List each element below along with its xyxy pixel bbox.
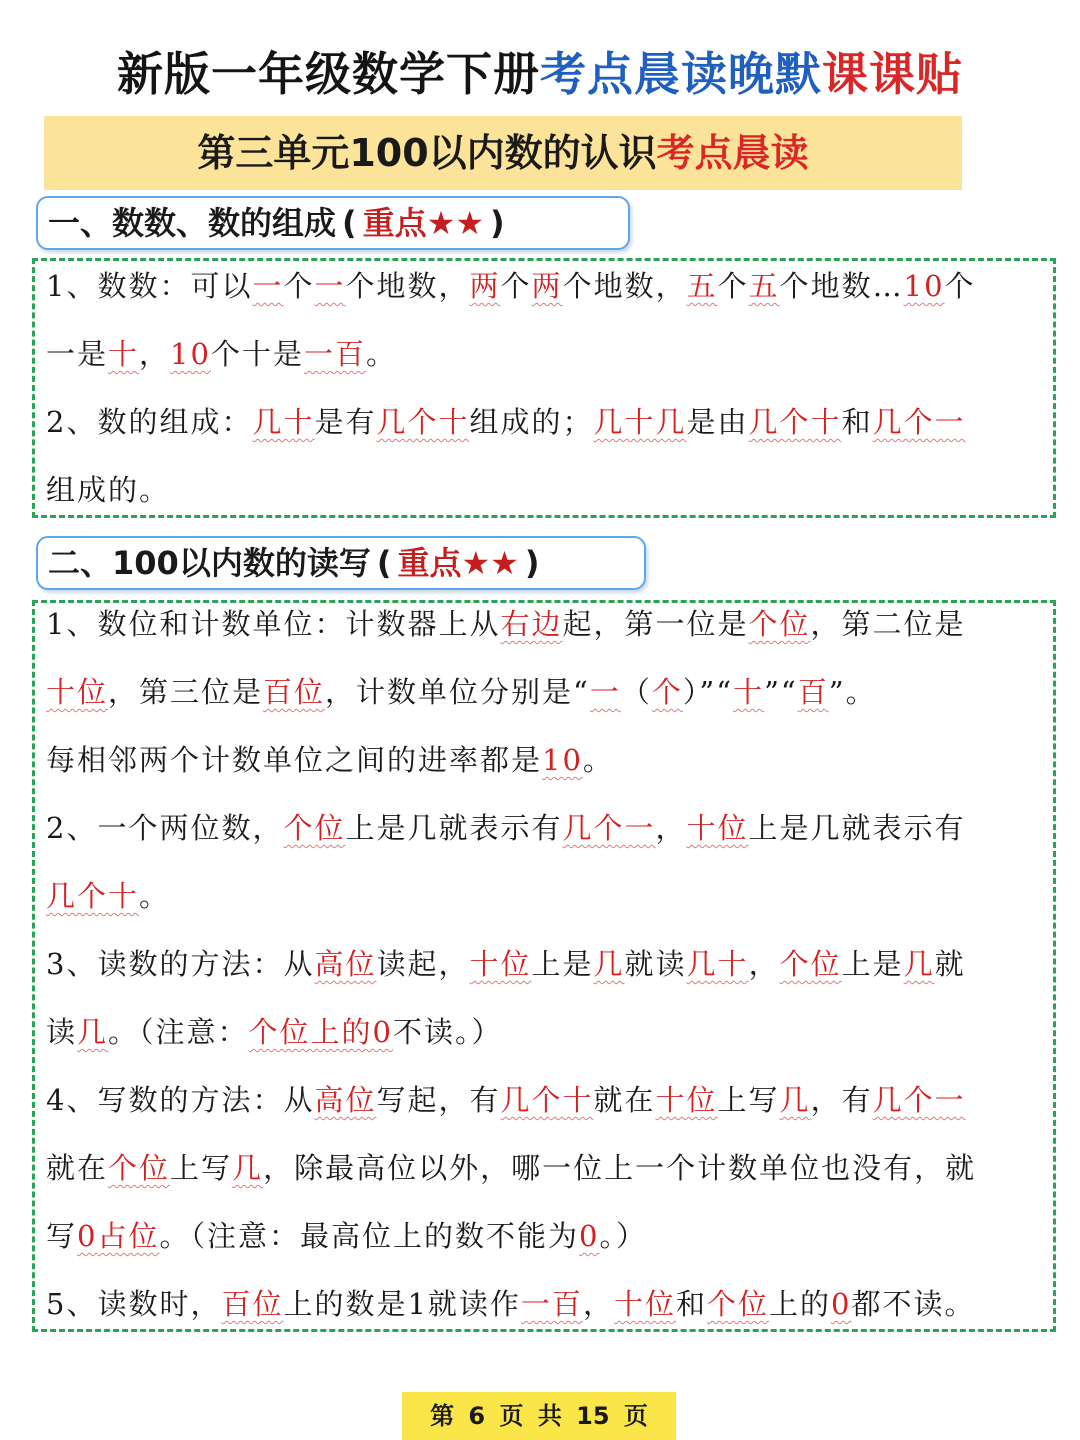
key-term: 两 (469, 269, 501, 303)
section-1-paren-open: ( (342, 204, 357, 242)
key-term: 几个一 (872, 405, 966, 439)
page-title (0, 38, 1080, 104)
key-term: 几 (77, 1015, 109, 1049)
key-term: 几 (779, 1083, 811, 1117)
section-1-line (46, 402, 966, 442)
body-text: 不读。） (393, 1015, 503, 1049)
title-part-2: 考点晨读晚默 (540, 47, 822, 101)
body-text: 是由 (686, 405, 749, 439)
key-term: 十位 (613, 1287, 676, 1321)
key-term: 百位 (263, 675, 326, 709)
key-term: 几个十 (500, 1083, 594, 1117)
section-2-line (46, 1284, 975, 1324)
body-text: 写起，有 (376, 1083, 501, 1117)
body-text: 读起， (376, 947, 470, 981)
key-term: 右边 (500, 607, 563, 641)
key-term: 高位 (314, 947, 377, 981)
key-term: 个位 (283, 811, 346, 845)
body-text: 3、读数的方法：从 (46, 947, 315, 981)
body-text: 1、数数：可以 (46, 269, 253, 303)
body-text: 就 (934, 947, 966, 981)
key-term: 几个十 (748, 405, 842, 439)
body-text: 上是几就表示有 (345, 811, 563, 845)
body-text: ，有 (810, 1083, 873, 1117)
body-text: 2、数的组成： (46, 405, 253, 439)
body-text: 起，第一位是 (562, 607, 749, 641)
key-term: 几个一 (872, 1083, 966, 1117)
key-term: 0 (77, 1219, 98, 1253)
body-text: （ (620, 675, 652, 709)
unit-banner (44, 116, 962, 190)
key-term: 个位 (779, 947, 842, 981)
body-text: ”“ (764, 675, 798, 709)
key-term: 高位 (314, 1083, 377, 1117)
body-text: 个 (500, 269, 532, 303)
body-text: ”。 (828, 675, 877, 709)
body-text: ）”“ (682, 675, 734, 709)
unit-tag: 考点晨读 (656, 131, 809, 175)
body-text: ， (139, 337, 171, 371)
key-term: 个位 (748, 607, 811, 641)
key-term: 几十几 (593, 405, 687, 439)
section-2-line (46, 604, 966, 644)
key-term: 个 (651, 675, 683, 709)
key-term: 一百 (520, 1287, 583, 1321)
body-text: 1、数位和计数单位：计数器上从 (46, 607, 501, 641)
body-text: 个 (283, 269, 315, 303)
body-text: 。（注意：最高位上的数不能为 (159, 1219, 579, 1253)
key-term: 几 (593, 947, 625, 981)
body-text: 组成的； (469, 405, 594, 439)
section-1-heading (36, 196, 630, 250)
key-term: 10 (542, 743, 583, 777)
key-term: 几个一 (562, 811, 656, 845)
key-term: 五 (748, 269, 780, 303)
body-text: 上是几就表示有 (748, 811, 966, 845)
body-text: ， (748, 947, 780, 981)
body-text: ，计数单位分别是“ (325, 675, 590, 709)
body-text: 2、一个两位数， (46, 811, 284, 845)
key-term: 个位上的0 (248, 1015, 393, 1049)
body-text: 上的数是1就读作 (283, 1287, 521, 1321)
key-term: 十位 (46, 675, 109, 709)
body-text: 。（注意： (108, 1015, 249, 1049)
key-term: 几个十 (46, 879, 140, 913)
section-2-line (46, 672, 877, 712)
section-2-name: 100以内数的读写 (112, 544, 371, 582)
section-2-emphasis: 重点★★ (397, 544, 519, 582)
body-text: 4、写数的方法：从 (46, 1083, 315, 1117)
section-2-line (46, 876, 170, 916)
body-text: 每相邻两个计数单位之间的进率都是 (46, 743, 543, 777)
section-1-emphasis: 重点★★ (362, 204, 485, 242)
body-text: ，第二位是 (810, 607, 966, 641)
body-text: 和 (675, 1287, 707, 1321)
key-term: 一 (252, 269, 284, 303)
key-term: 10 (170, 337, 211, 371)
body-text: 上写 (170, 1151, 233, 1185)
section-2-heading (36, 536, 646, 590)
section-1-paren-close: ) (490, 204, 505, 242)
key-term: 个位 (108, 1151, 171, 1185)
key-term: 一 (589, 675, 621, 709)
body-text: 是有 (314, 405, 377, 439)
key-term: 一百 (303, 337, 366, 371)
section-1-line (46, 334, 397, 374)
body-text: 。 (582, 743, 614, 777)
key-term: 占位 (97, 1219, 160, 1253)
section-2-paren-open: ( (376, 544, 392, 582)
body-text: 就在 (593, 1083, 656, 1117)
body-text: 。 (139, 879, 171, 913)
section-1-number: 一、 (48, 204, 113, 242)
body-text: 个 (944, 269, 976, 303)
key-term: 几十 (252, 405, 315, 439)
title-part-3: 课课贴 (822, 47, 963, 101)
section-2-line (46, 944, 966, 984)
key-term: 十位 (686, 811, 749, 845)
key-term: 百 (797, 675, 829, 709)
key-term: 几十 (686, 947, 749, 981)
key-term: 十 (733, 675, 765, 709)
key-term: 两 (531, 269, 563, 303)
section-2-line (46, 1080, 966, 1120)
section-2-line (46, 740, 614, 780)
body-text: 。） (599, 1219, 647, 1253)
section-2-paren-close: ) (524, 544, 540, 582)
key-term: 十 (108, 337, 140, 371)
key-term: 0 (579, 1219, 600, 1253)
key-term: 五 (686, 269, 718, 303)
body-text: 上是 (841, 947, 904, 981)
body-text: 读 (46, 1015, 78, 1049)
section-2-line (46, 1148, 976, 1188)
key-term: 几 (232, 1151, 264, 1185)
key-term: 百位 (221, 1287, 284, 1321)
body-text: 一是 (46, 337, 109, 371)
section-1-line (46, 266, 976, 306)
body-text: 个地数… (779, 269, 904, 303)
section-1-line (46, 470, 170, 510)
key-term: 10 (903, 269, 945, 303)
body-text: 5、读数时， (46, 1287, 222, 1321)
body-text: 写 (46, 1219, 78, 1253)
body-text: 个地数， (562, 269, 687, 303)
body-text: ， (655, 811, 687, 845)
body-text: 都不读。 (851, 1287, 976, 1321)
page-number: 第 6 页 共 15 页 (402, 1392, 676, 1440)
key-term: 个位 (706, 1287, 769, 1321)
body-text: 组成的。 (46, 473, 171, 507)
body-text: 上写 (717, 1083, 780, 1117)
body-text: 就读 (624, 947, 687, 981)
section-2-number: 二、 (48, 544, 113, 582)
section-2-line (46, 808, 966, 848)
body-text: 就在 (46, 1151, 109, 1185)
key-term: 十位 (655, 1083, 718, 1117)
body-text: 上是 (531, 947, 594, 981)
key-term: 一 (314, 269, 346, 303)
section-2-line (46, 1216, 647, 1256)
body-text: 个十是 (210, 337, 304, 371)
body-text: 上的 (769, 1287, 832, 1321)
section-2-line (46, 1012, 503, 1052)
key-term: 0 (831, 1287, 852, 1321)
key-term: 十位 (469, 947, 532, 981)
key-term: 几 (903, 947, 935, 981)
body-text: 和 (841, 405, 873, 439)
body-text: ，除最高位以外，哪一位上一个计数单位也没有，就 (263, 1151, 977, 1185)
key-term: 几个十 (376, 405, 470, 439)
body-text: ，第三位是 (108, 675, 264, 709)
body-text: 个 (717, 269, 749, 303)
body-text: ， (582, 1287, 614, 1321)
section-1-name: 数数、数的组成 (112, 204, 337, 242)
unit-title: 第三单元100以内数的认识 (197, 131, 657, 175)
body-text: 个地数， (345, 269, 470, 303)
body-text: 。 (365, 337, 397, 371)
title-part-1: 新版一年级数学下册 (117, 47, 540, 101)
